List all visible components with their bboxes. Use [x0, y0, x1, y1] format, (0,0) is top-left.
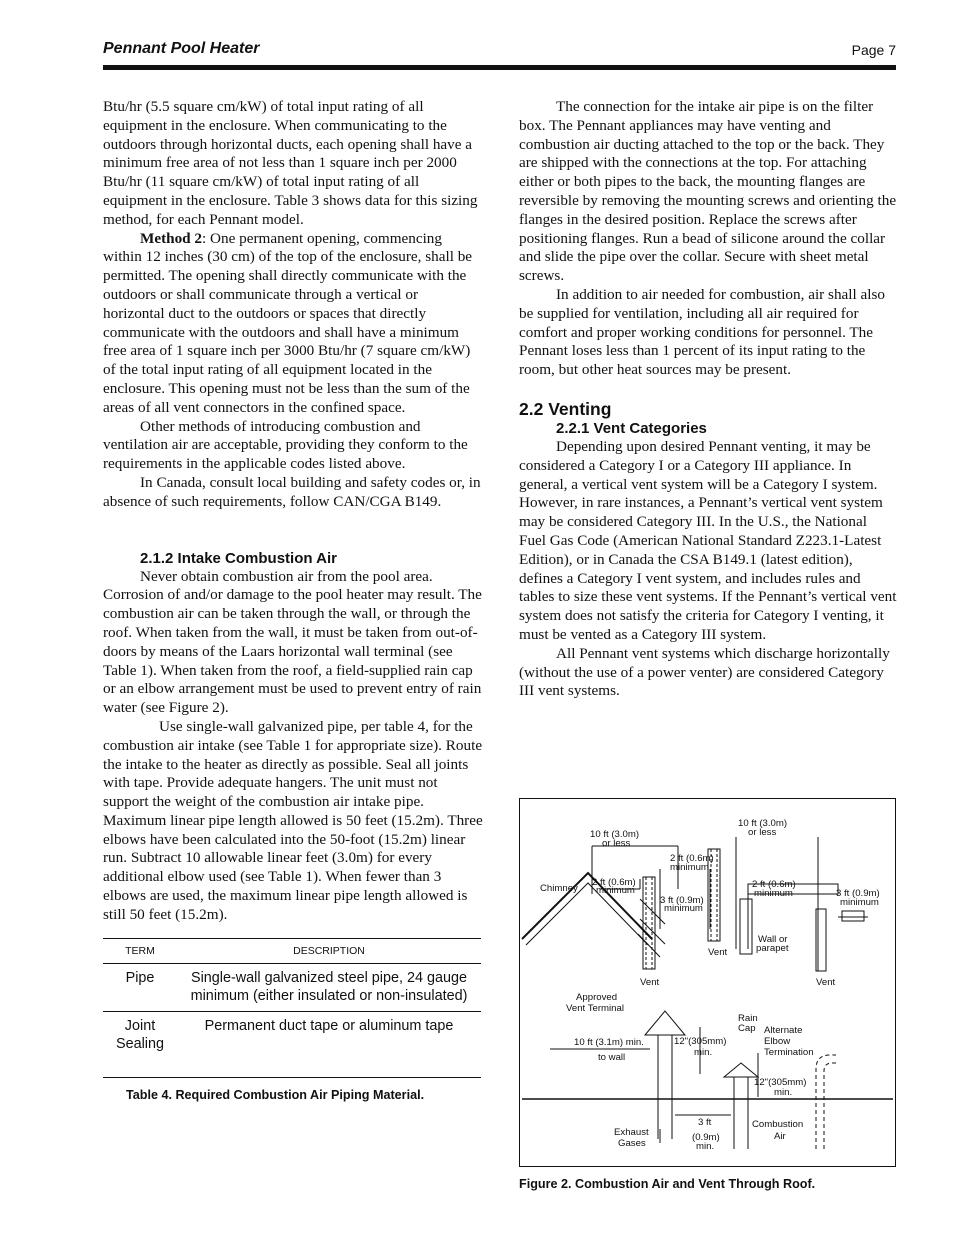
- dim-label: 3 ft: [698, 1117, 712, 1128]
- rain-cap-label: Rain: [738, 1013, 758, 1024]
- dim-label: or less: [748, 827, 777, 838]
- paragraph: All Pennant vent systems which discharge horizontally (without the use of a power venter) are considered Category III vent systems.: [519, 644, 890, 700]
- table-4: [103, 938, 481, 1079]
- term-cell: Pipe: [103, 964, 177, 1012]
- paragraph: Depending upon desired Pennant venting, it may be considered a Category I or a Category III appliance. In general, a vertical vent system will be a Category I system. However, in rare instances, a Pennant’s vertical vent system may be considered Category III. In the U.S., the National Fuel Gas Code (American National Standard Z223.1-Latest Edition), or in Canada the CSA B149.1 (latest edition), defines a Category I vent system, and includes rules and tables to size these vent systems. If the Pennant’s vertical vent system does not satisfy the criteria for Category I venting, it must be vented as a Category III system.: [519, 437, 897, 643]
- dim-label: 3 ft (0.9m): [836, 888, 880, 899]
- figure-2-caption: Figure 2. Combustion Air and Vent Through Roof.: [519, 1177, 816, 1191]
- heading-2-1-2: 2.1.2 Intake Combustion Air: [140, 549, 337, 567]
- exhaust-label: Exhaust: [614, 1127, 649, 1138]
- dim-label: 3 ft (0.9m): [660, 895, 704, 906]
- dim-label: 12"(305mm): [674, 1036, 727, 1047]
- paragraph: In Canada, consult local building and safety codes or, in absence of such requirements, follow CAN/CGA B149.: [103, 473, 481, 510]
- term-cell: Joint Sealing: [103, 1012, 177, 1078]
- combustion-air-label: Air: [774, 1131, 786, 1142]
- paragraph: Use single-wall galvanized pipe, per table 4, for the combustion air intake (see Table 1 for appropriate size). Route the intake to the heater as directly as possible. Seal all joints with tape. Provide adequate hangers. The unit must not support the weight of the combustion air intake pipe. Maximum linear pipe length allowed is 50 feet (15.2m). Three elbows have been calculated into the 50-foot (15.2m) linear run. Subtract 10 allowable linear feet (3.0m) for every additional elbow used (see Table 1). When fewer than 3 elbows are used, the maximum linear pipe length allowed is still 50 feet (15.2m).: [103, 717, 483, 923]
- dim-label: to wall: [598, 1052, 626, 1063]
- elbow-label: Alternate: [764, 1025, 803, 1036]
- paragraph: Btu/hr (5.5 square cm/kW) of total input rating of all equipment in the enclosure. When communicating to the outdoors through horizontal ducts, each opening shall have a minimum free area of not less than 1 square inch per 2000 Btu/hr (11 square cm/kW) of total input rating of all equipment in the enclosure. Table 3 shows data for this sizing method, for each Pennant model.: [103, 98, 478, 228]
- paragraph: Never obtain combustion air from the pool area. Corrosion of and/or damage to the pool heater may result. The combustion air can be taken through the wall, or through the roof. When taken from the wall, it must be taken from out-of-doors by means of the Laars horizontal wall terminal (see Table 1). When taken from the roof, a field-supplied rain cap or an elbow arrangement must be used to prevent entry of rain water (see Figure 2).: [103, 567, 482, 717]
- exhaust-label: Gases: [618, 1138, 646, 1149]
- description-cell: Single-wall galvanized steel pipe, 24 gauge minimum (either insulated or non-insulated): [177, 964, 481, 1012]
- column-header-description: DESCRIPTION: [177, 938, 481, 964]
- method-2-label: Method 2: [140, 229, 203, 247]
- dim-label: 12"(305mm): [754, 1077, 807, 1088]
- wall-label: Wall or: [758, 934, 788, 945]
- vent-label: Vent: [816, 977, 836, 988]
- page-number: Page 7: [851, 42, 896, 58]
- dim-label: minimum: [670, 862, 709, 873]
- dim-label: minimum: [754, 888, 793, 899]
- heading-2-2: 2.2 Venting: [519, 398, 612, 419]
- running-header-title: Pennant Pool Heater: [103, 40, 260, 57]
- right-column: [519, 98, 897, 701]
- figure-2: [519, 798, 896, 1167]
- dim-label: min.: [774, 1087, 793, 1098]
- dim-label: or less: [602, 838, 631, 849]
- dim-label: minimum: [840, 897, 879, 908]
- chimney-label: Chimney: [540, 883, 578, 894]
- dim-label: 2 ft (0.6m): [670, 853, 714, 864]
- paragraph: Other methods of introducing combustion and ventilation air are acceptable, providing they conform to the requirements in the applicable codes listed above.: [103, 417, 468, 473]
- paragraph-method-2: [103, 230, 483, 418]
- vent-label: Vent: [708, 947, 728, 958]
- table-4-caption: Table 4. Required Combustion Air Piping Material.: [126, 1088, 425, 1103]
- paragraph: In addition to air needed for combustion, air shall also be supplied for ventilation, including all air required for comfort and proper working conditions for personnel. The Pennant loses less than 1 percent of its input rating to the room, but other heat sources may be present.: [519, 285, 885, 379]
- dim-label: minimum: [664, 903, 703, 914]
- dim-label: minimum: [596, 885, 635, 896]
- terminal-label: Vent Terminal: [566, 1003, 624, 1014]
- table-row: [103, 1012, 481, 1078]
- dim-label: (0.9m): [692, 1132, 720, 1143]
- dim-label: 10 ft (3.0m): [590, 829, 640, 840]
- left-column: [103, 98, 483, 1105]
- paragraph: The connection for the intake air pipe is on the filter box. The Pennant appliances may have venting and combustion air ducting attached to the top or the back. They are shipped with the connections at the top. For attaching either or both pipes to the back, the mounting flanges are reversible by removing the mounting screws and orienting the flanges in the desired position. Replace the screws after positioning flanges. Run a bead of silicone around the collar and slide the pipe over the collar. Secure with sheet metal screws.: [519, 98, 897, 285]
- dim-label: 10 ft (3.0m): [738, 818, 788, 829]
- dim-label: 2 ft (0.6m): [752, 879, 796, 890]
- elbow-label: Termination: [764, 1047, 814, 1058]
- elbow-label: Elbow: [764, 1036, 791, 1047]
- rain-cap-label: Cap: [738, 1023, 756, 1034]
- terminal-label: Approved: [576, 992, 618, 1003]
- dim-label: 10 ft (3.1m) min.: [574, 1037, 644, 1048]
- combustion-air-label: Combustion: [752, 1119, 804, 1130]
- dim-label: min.: [696, 1141, 715, 1152]
- method-2-text: : One permanent opening, commencing within 12 inches (30 cm) of the top of the enclosure, shall be permitted. The opening shall directly communicate with the outdoors or shall communicate through a vertical or horizontal duct to the outdoors or spaces that directly communicate with the outdoors and shall have a minimum free area of 1 square inch per 3000 Btu/hr (7 square cm/kW) of the total input rating of all equipment located in the enclosure. This opening must not be less than the sum of the areas of all vent connectors in the confined space.: [103, 229, 473, 416]
- description-cell: Permanent duct tape or aluminum tape: [177, 1012, 481, 1078]
- column-header-term: TERM: [103, 938, 177, 964]
- table-row: [103, 964, 481, 1012]
- wall-label: parapet: [756, 943, 789, 954]
- dim-label: min.: [694, 1047, 713, 1058]
- dim-label: 2 ft (0.6m): [592, 877, 636, 888]
- header-rule: [103, 65, 896, 70]
- heading-2-2-1: 2.2.1 Vent Categories: [556, 419, 707, 437]
- vent-diagram: [520, 799, 895, 1166]
- vent-label: Vent: [640, 977, 660, 988]
